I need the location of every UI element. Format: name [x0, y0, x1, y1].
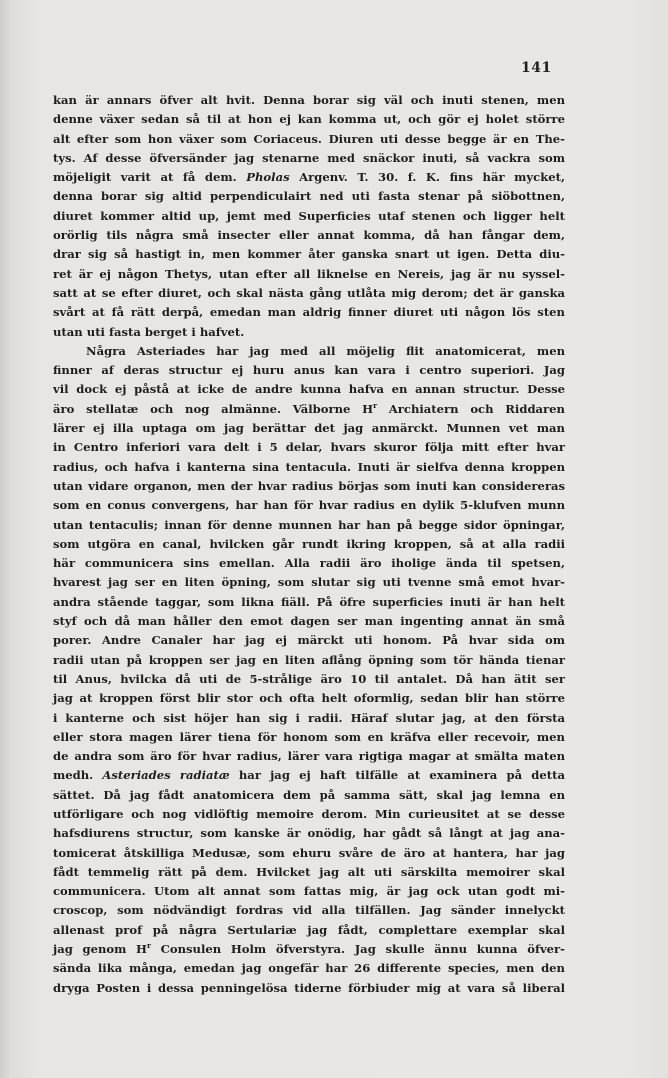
line-text: porer. Andre Canaler har jag ej märckt uti honom. På hvar sida om	[53, 633, 565, 648]
line-text: communicera. Utom alt annat som fattas mig, är jag ock utan godt mi-	[53, 884, 565, 899]
line-text: tys. Af desse öfversänder jag stenarne med snäckor inuti, så vackra som	[53, 150, 565, 165]
text-line	[53, 284, 565, 303]
line-text: radius, och hafva i kanterna sina tentacula. Inuti är sielfva denna kroppen	[53, 459, 565, 474]
text-line	[53, 380, 565, 399]
line-text: jag genom H	[53, 942, 147, 957]
text-line	[53, 438, 565, 457]
superscript: r	[147, 941, 151, 951]
line-text: möjeligit varit at få dem.	[53, 170, 237, 185]
line-text: har jag ej haft tilfälle at examinera på detta	[238, 768, 565, 783]
line-text: denne växer sedan så til at hon ej kan komma ut, och gör ej holet större	[53, 112, 565, 127]
line-text: orörlig tils några små insecter eller annat komma, då han fångar dem,	[53, 228, 565, 243]
line-text: här communicera sins emellan. Alla radii äro iholige ända til spetsen,	[53, 556, 565, 571]
text-line	[53, 516, 565, 535]
line-text: Några Asteriades har jag med all möjelig flit anatomicerat, men	[86, 343, 565, 358]
line-text: croscop, som nödvändigt fordras vid alla tilfällen. Jag sänder innelyckt	[53, 903, 565, 918]
text-line	[53, 554, 565, 573]
text-line	[53, 786, 565, 805]
line-text: Consulen Holm öfverstyra. Jag skulle ännu kunna öfver-	[160, 942, 565, 957]
line-text: radii utan på kroppen ser jag en liten aflång öpning som tör hända tienar	[53, 652, 565, 667]
text-line	[53, 979, 565, 998]
line-text: satt at se efter diuret, och skal nästa gång utlåta mig derom; det är ganska	[53, 285, 565, 300]
text-line	[53, 747, 565, 766]
text-line	[53, 207, 565, 226]
line-text: medh.	[53, 768, 94, 783]
line-text: denna borar sig altid perpendiculairt ned uti fasta stenar på siöbottnen,	[53, 189, 565, 204]
line-text: hafsdiurens structur, som kanske är onödig, har gådt så långt at jag ana-	[53, 826, 565, 841]
text-line	[53, 400, 565, 419]
line-text: in Centro inferiori vara delt i 5 delar, hvars skuror följa mitt efter hvar	[53, 440, 565, 455]
text-line	[53, 921, 565, 940]
text-line	[53, 709, 565, 728]
line-text: Archiatern och Riddaren	[388, 401, 565, 416]
text-line	[53, 689, 565, 708]
text-line	[53, 573, 565, 592]
text-line	[53, 458, 565, 477]
superscript: r	[373, 400, 378, 410]
italic-term: Asteriades radiatæ	[102, 768, 230, 783]
text-line	[53, 361, 565, 380]
line-text: kan är annars öfver alt hvit. Denna borar sig väl och inuti stenen, men	[53, 93, 565, 107]
text-line	[53, 940, 565, 959]
line-text: alt efter som hon växer som Coriaceus. Diuren uti desse begge är en The-	[53, 131, 565, 146]
text-line	[53, 612, 565, 631]
line-text: ret är ej någon Thetys, utan efter all liknelse en Nereis, jag är nu syssel-	[53, 266, 565, 281]
text-line	[53, 342, 565, 361]
line-text: lärer ej illa uptaga om jag berättar det jag anmärckt. Munnen vet man	[53, 421, 565, 436]
text-line	[53, 863, 565, 882]
line-text: utan uti fasta berget i hafvet.	[53, 324, 245, 339]
line-text: svårt at få rätt derpå, emedan man aldrig finner diuret uti någon lös sten	[53, 305, 565, 320]
text-line	[53, 323, 565, 342]
text-line	[53, 149, 565, 168]
line-text: jag at kroppen först blir stor och ofta helt oformlig, sedan blir han större	[53, 691, 565, 706]
line-text: tomicerat åtskilliga Medusæ, som ehuru svåre de äro at hantera, har jag	[53, 845, 565, 860]
text-line	[53, 477, 565, 496]
text-line	[53, 245, 565, 264]
text-line	[53, 631, 565, 650]
line-text: hvarest jag ser en liten öpning, som slutar sig uti tvenne små emot hvar-	[53, 575, 565, 590]
body-text	[53, 91, 565, 998]
line-text: dryga Posten i dessa penningelösa tiderne förbiuder mig at vara så liberal	[53, 980, 565, 995]
line-text: til Anus, hvilcka då uti de 5-strålige äro 10 til antalet. Då han ätit ser	[53, 671, 565, 686]
text-line	[53, 901, 565, 920]
italic-term: Pholas	[246, 170, 290, 185]
text-line	[53, 110, 565, 129]
text-line	[53, 187, 565, 206]
line-text: fådt temmelig rätt på dem. Hvilcket jag alt uti särskilta memoirer skal	[53, 864, 565, 879]
text-line	[53, 130, 565, 149]
text-line	[53, 844, 565, 863]
text-line	[53, 91, 565, 110]
text-line	[53, 535, 565, 554]
text-line	[53, 168, 565, 187]
line-text: de andra som äro för hvar radius, lärer vara rigtiga magar at smälta maten	[53, 749, 565, 764]
text-line	[53, 265, 565, 284]
line-text: drar sig så hastigt in, men kommer åter ganska snart ut igen. Detta diu-	[53, 247, 565, 262]
text-line	[53, 419, 565, 438]
line-text: äro stellatæ och nog almänne. Välborne H	[53, 401, 374, 416]
line-text: i kanterne och sist höjer han sig i radii. Häraf slutar jag, at den första	[53, 710, 565, 725]
text-line	[53, 651, 565, 670]
text-line	[53, 959, 565, 978]
text-line	[53, 882, 565, 901]
line-text: andra stående taggar, som likna fiäll. På öfre superficies inuti är han helt	[53, 594, 565, 609]
text-line	[53, 728, 565, 747]
line-text: utan vidare organon, men der hvar radius börjas som inuti kan considereras	[53, 478, 565, 493]
text-line	[53, 766, 565, 785]
line-text: sättet. Då jag fådt anatomicera dem på samma sätt, skal jag lemna en	[53, 787, 565, 802]
line-text: vil dock ej påstå at icke de andre kunna hafva en annan structur. Desse	[53, 382, 565, 397]
text-line	[53, 226, 565, 245]
line-text: allenast prof på några Sertulariæ jag fådt, complettare exemplar skal	[53, 922, 565, 937]
line-text: utan tentaculis; innan för denne munnen har han på begge sidor öpningar,	[53, 517, 565, 532]
text-line	[53, 824, 565, 843]
line-text: Argenv. T. 30. f. K. fins här mycket,	[299, 170, 565, 185]
line-text: styf och då man håller den emot dagen ser man ingenting annat än små	[53, 614, 565, 629]
text-line	[53, 593, 565, 612]
line-text: som utgöra en canal, hvilcken går rundt ikring kroppen, så at alla radii	[53, 536, 565, 551]
text-line	[53, 496, 565, 515]
text-line	[53, 670, 565, 689]
text-line	[53, 303, 565, 322]
page-number: 141	[521, 60, 552, 76]
line-text: sända lika många, emedan jag ongefär har 26 differente species, men den	[53, 961, 565, 976]
line-text: utförligare och nog vidlöftig memoire derom. Min curieusitet at se desse	[53, 806, 565, 821]
line-text: finner af deras structur ej huru anus kan vara i centro superiori. Jag	[53, 363, 565, 378]
line-text: diuret kommer altid up, jemt med Superficies utaf stenen och ligger helt	[53, 208, 565, 223]
line-text: eller stora magen lärer tiena för honom som en kräfva eller recevoir, men	[53, 729, 565, 744]
line-text: som en conus convergens, har han för hvar radius en dylik 5-klufven munn	[53, 498, 565, 513]
text-line	[53, 805, 565, 824]
